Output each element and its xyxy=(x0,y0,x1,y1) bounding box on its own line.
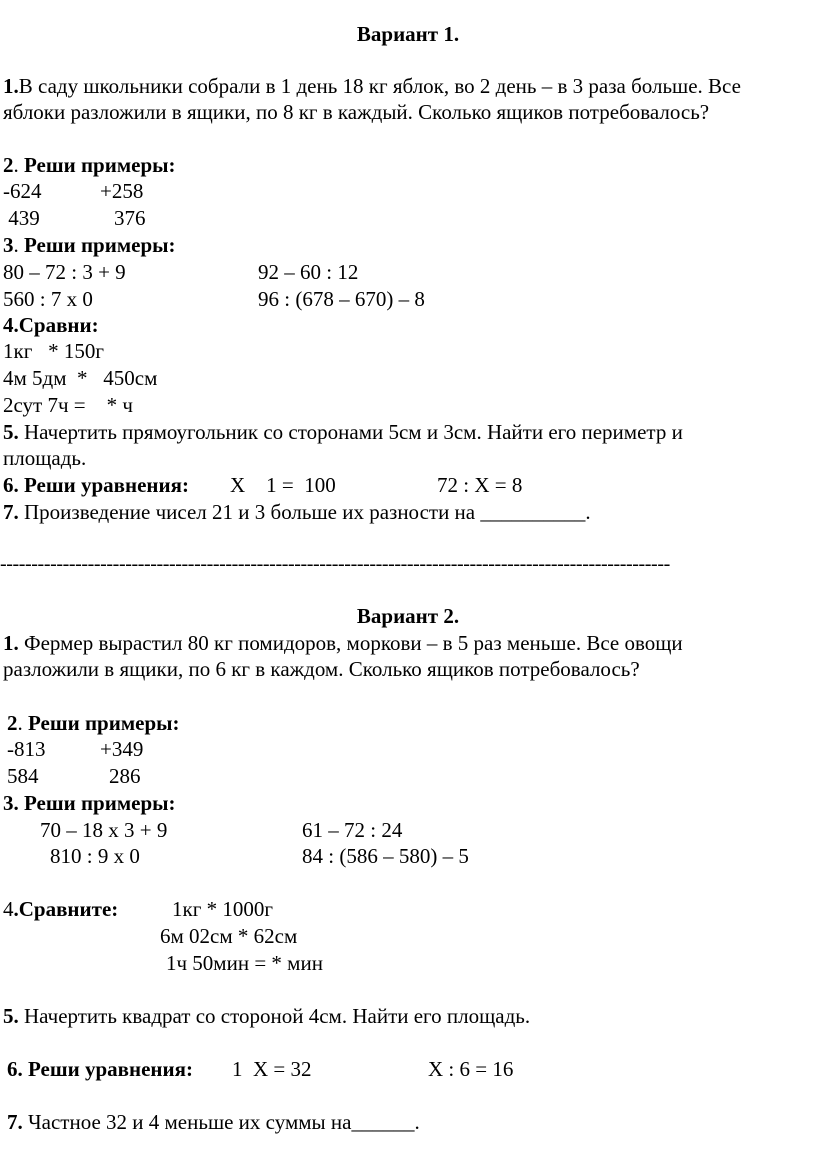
v1-task-2-operand-b2: 376 xyxy=(114,206,146,230)
v1-task-7: 7. Произведение чисел 21 и 3 больше их разности на __________. xyxy=(3,500,591,524)
v2-task-1-line-1: 1. Фермер вырастил 80 кг помидоров, моркови – в 5 раз меньше. Все овощи xyxy=(3,631,683,655)
v2-task-3-expr-4: 84 : (586 – 580) – 5 xyxy=(302,844,469,868)
v2-task-5: 5. Начертить квадрат со стороной 4см. Найти его площадь. xyxy=(3,1004,531,1028)
v1-task-6-heading: 6. Реши уравнения: xyxy=(3,473,189,497)
v2-task-6-equation-2: Х : 6 = 16 xyxy=(428,1057,514,1081)
v1-task-4-row-2: 4м 5дм * 450см xyxy=(3,366,158,390)
v2-task-4-row-3: 1ч 50мин = * мин xyxy=(166,951,323,975)
variant-1-title: Вариант 1. xyxy=(356,22,460,46)
v2-task-4-heading: 4.Сравните: xyxy=(3,897,119,921)
v2-task-2-operand-a1: -813 xyxy=(7,737,46,761)
v2-task-3-expr-2: 61 – 72 : 24 xyxy=(302,818,403,842)
v2-task-2-operand-b2: 286 xyxy=(109,764,141,788)
v2-task-6-equation-1: 1 Х = 32 xyxy=(232,1057,312,1081)
v2-task-7: 7. Частное 32 и 4 меньше их суммы на______. xyxy=(7,1110,420,1134)
v2-task-2-operand-b1: +349 xyxy=(100,737,144,761)
v1-task-6-equation-2: 72 : Х = 8 xyxy=(437,473,523,497)
v1-task-2-operand-a1: -624 xyxy=(3,179,42,203)
v1-task-3-expr-4: 96 : (678 – 670) – 8 xyxy=(258,287,425,311)
v1-task-6-equation-1: Х 1 = 100 xyxy=(230,473,336,497)
v1-task-4-heading: 4.Сравни: xyxy=(3,313,99,337)
v1-task-5-line-2: площадь. xyxy=(3,446,87,470)
v1-task-4-row-1: 1кг * 150г xyxy=(3,339,104,363)
v2-task-3-expr-3: 810 : 9 х 0 xyxy=(50,844,140,868)
v2-task-1-line-2: разложили в ящики, по 6 кг в каждом. Сколько ящиков потребовалось? xyxy=(3,657,640,681)
v1-task-3-expr-2: 92 – 60 : 12 xyxy=(258,260,359,284)
v1-task-1-line-1: 1.В саду школьники собрали в 1 день 18 кг яблок, во 2 день – в 3 раза больше. Все xyxy=(3,74,741,98)
v2-task-3-expr-1: 70 – 18 х 3 + 9 xyxy=(40,818,168,842)
v1-task-1-line-2: яблоки разложили в ящики, по 8 кг в каждый. Сколько ящиков потребовалось? xyxy=(3,100,710,124)
v1-task-5-line-1: 5. Начертить прямоугольник со сторонами 5см и 3см. Найти его периметр и xyxy=(3,420,683,444)
v2-task-6-heading: 6. Реши уравнения: xyxy=(7,1057,193,1081)
v1-task-2-heading: 2. Реши примеры: xyxy=(3,153,176,177)
v2-task-4-row-2: 6м 02см * 62см xyxy=(160,924,298,948)
variant-separator: ----------------------------------------------------------------------------------------------------------- xyxy=(0,553,670,575)
task-number: 1. xyxy=(3,74,19,98)
v1-task-3-expr-1: 80 – 72 : 3 + 9 xyxy=(3,260,126,284)
v1-task-4-row-3: 2сут 7ч = * ч xyxy=(3,393,133,417)
v1-task-2-operand-b1: +258 xyxy=(100,179,144,203)
v1-task-3-heading: 3. Реши примеры: xyxy=(3,233,176,257)
v2-task-2-heading: 2. Реши примеры: xyxy=(7,711,180,735)
v2-task-2-operand-a2: 584 xyxy=(7,764,39,788)
v1-task-3-expr-3: 560 : 7 х 0 xyxy=(3,287,93,311)
v1-task-2-operand-a2: 439 xyxy=(3,206,40,230)
v2-task-4-row-1: 1кг * 1000г xyxy=(172,897,273,921)
variant-2-title: Вариант 2. xyxy=(356,604,460,628)
v2-task-3-heading: 3. Реши примеры: xyxy=(3,791,176,815)
